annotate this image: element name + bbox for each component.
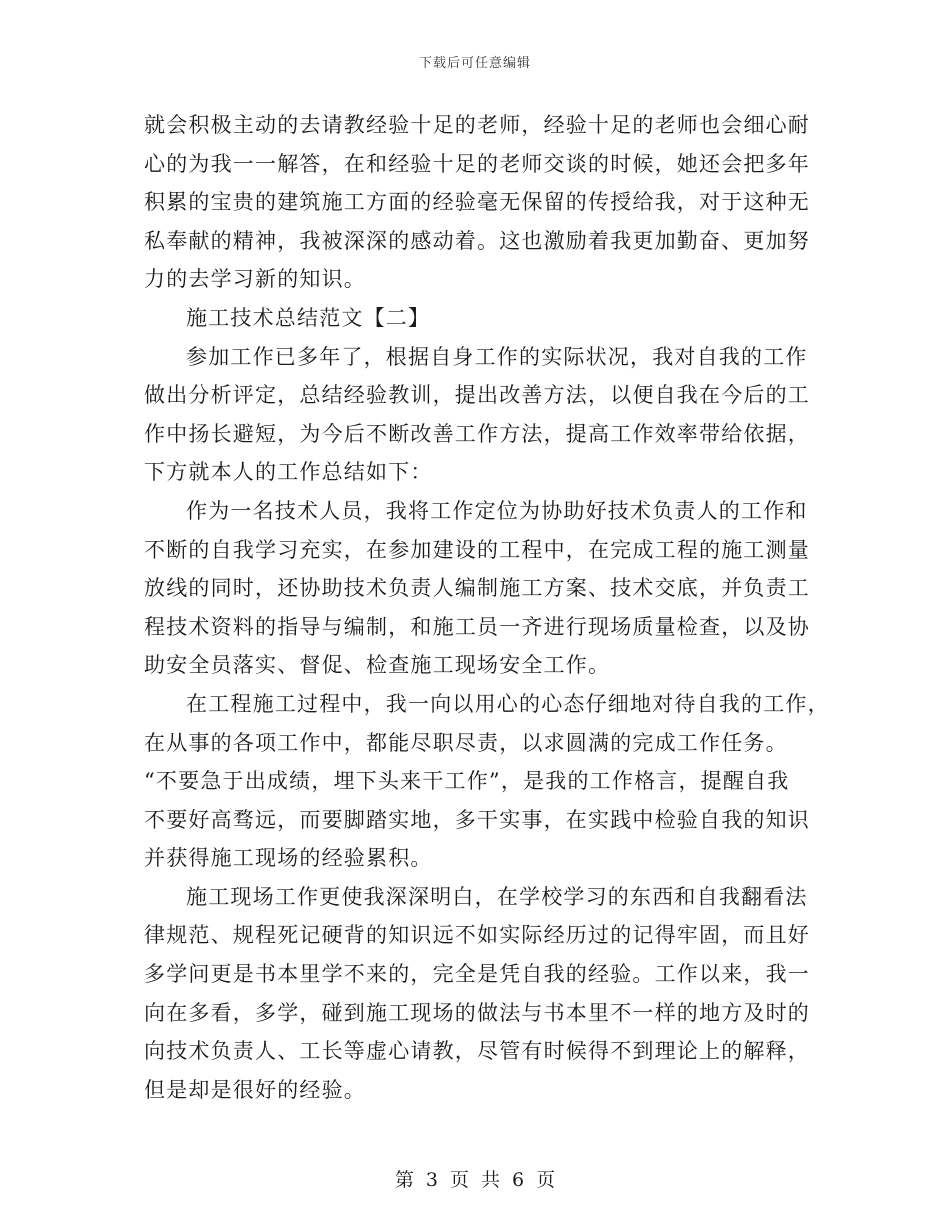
text-line: 下方就本人的工作总结如下： [144,460,433,485]
text-line: 心的为我一一解答，在和经验十足的老师交谈的时候，她还会把多年 [144,151,810,176]
text-line: “不要急于出成绩，埋下头来干工作”，是我的工作格言，提醒自我 [144,769,790,794]
text-line: 施工现场工作更使我深深明白，在学校学习的东西和自我翻看法 [186,884,808,909]
document-body [144,106,830,1109]
text-line: 作中扬长避短，为今后不断改善工作方法，提高工作效率带给依据， [144,421,810,446]
text-line: 不要好高骛远，而要脚踏实地，多干实事，在实践中检验自我的知识 [144,807,810,832]
text-line: 力的去学习新的知识。 [144,267,366,292]
text-line: 作为一名技术人员，我将工作定位为协助好技术负责人的工作和 [186,498,808,523]
page-header: 下载后可任意编辑 [418,56,531,71]
text-line: 施工技术总结范文【二】 [186,305,431,330]
text-line: 参加工作已多年了，根据自身工作的实际状况，我对自我的工作 [186,344,808,369]
text-line: 但是却是很好的经验。 [144,1077,366,1102]
text-line: 律规范、规程死记硬背的知识远不如实际经历过的记得牢固，而且好 [144,923,810,948]
text-line: 向技术负责人、工长等虚心请教，尽管有时候得不到理论上的解释， [144,1039,810,1064]
text-line: 并获得施工现场的经验累积。 [144,846,433,871]
text-line: 就会积极主动的去请教经验十足的老师，经验十足的老师也会细心耐 [144,113,810,137]
text-line: 私奉献的精神，我被深深的感动着。这也激励着我更加勤奋、更加努 [144,228,810,253]
text-line: 向在多看，多学，碰到施工现场的做法与书本里不一样的地方及时的 [144,1000,810,1025]
text-line: 做出分析评定，总结经验教训，提出改善方法，以便自我在今后的工 [144,383,810,408]
text-line: 放线的同时，还协助技术负责人编制施工方案、技术交底，并负责工 [144,576,810,601]
text-line: 在从事的各项工作中，都能尽职尽责，以求圆满的完成工作任务。 [144,730,788,755]
text-line: 在工程施工过程中，我一向以用心的心态仔细地对待自我的工作， [186,691,830,716]
text-line: 不断的自我学习充实，在参加建设的工程中，在完成工程的施工测量 [144,537,810,562]
text-line: 积累的宝贵的建筑施工方面的经验毫无保留的传授给我，对于这种无 [144,190,810,215]
page-number-footer: 第 3 页 共 6 页 [394,1169,556,1191]
text-line: 程技术资料的指导与编制，和施工员一齐进行现场质量检查，以及协 [144,614,810,639]
text-line: 多学问更是书本里学不来的，完全是凭自我的经验。工作以来，我一 [144,962,810,987]
text-line: 助安全员落实、督促、检查施工现场安全工作。 [144,653,611,678]
